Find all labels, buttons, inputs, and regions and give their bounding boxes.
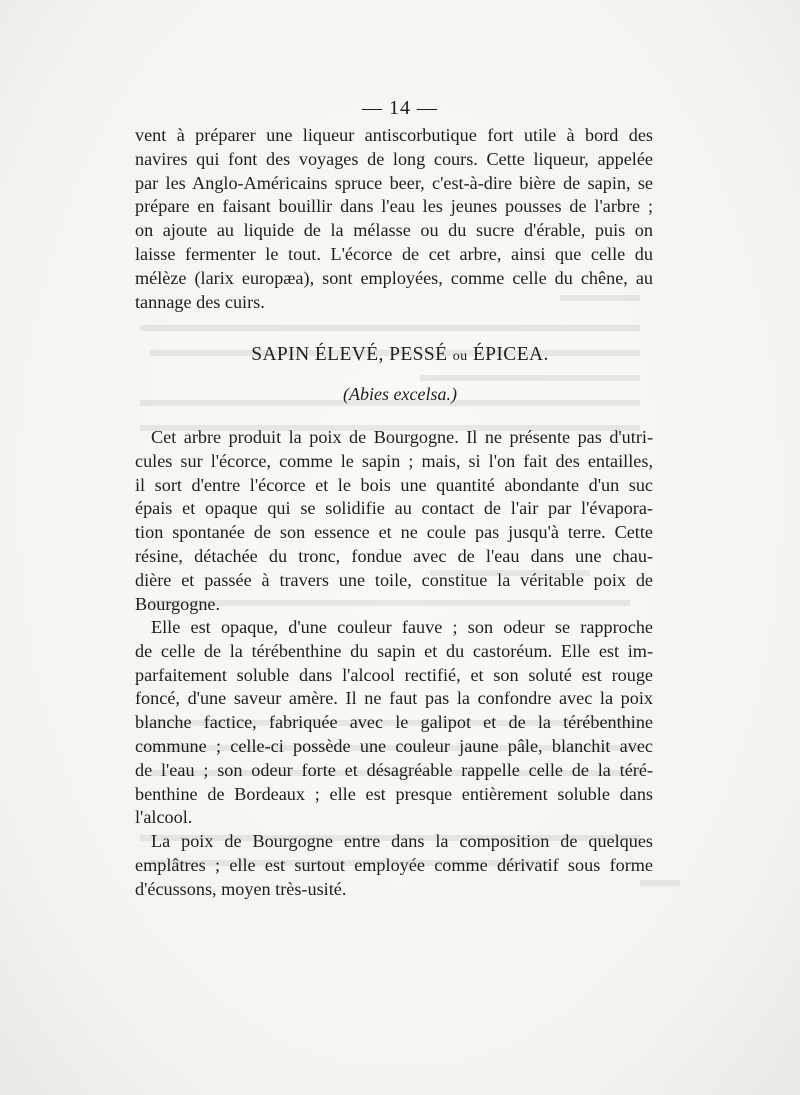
paragraph-1	[135, 426, 653, 616]
text-line: vent à préparer une liqueur antiscorbutique fort utile à bord des	[135, 125, 653, 145]
text-line: blanche factice, fabriquée avec le galipot et de la térébenthine	[135, 712, 653, 733]
text-line: il sort d'entre l'écorce et le bois une quantité abondante d'un suc	[135, 474, 653, 495]
text-line: benthine de Bordeaux ; elle est presque entièrement soluble dans	[135, 783, 653, 804]
heading-connector: ou	[452, 349, 468, 364]
text-line: Elle est opaque, d'une couleur fauve ; son odeur se rapproche	[151, 617, 653, 637]
text-line: parfaitement soluble dans l'alcool rectifié, et son soluté est rouge	[135, 664, 653, 685]
text-line: épais et opaque qui se solidifie au contact de l'air par l'évapora-	[135, 498, 653, 519]
text-line: dière et passée à travers une toile, constitue la véritable poix de	[135, 569, 653, 590]
text-line: commune ; celle-ci possède une couleur jaune pâle, blanchit avec	[135, 735, 653, 756]
text-line: prépare en faisant bouillir dans l'eau les jeunes pousses de l'arbre ;	[135, 196, 653, 217]
text-line: de celle de la térébenthine du sapin et du castoréum. Elle est im-	[135, 640, 653, 661]
text-line: de l'eau ; son odeur forte et désagréable rappelle celle de la téré-	[135, 759, 653, 780]
text-line: emplâtres ; elle est surtout employée comme dérivatif sous forme	[135, 854, 653, 875]
text-line: tion spontanée de son essence et ne coule pas jusqu'à terre. Cette	[135, 522, 653, 543]
text-line: par les Anglo-Américains spruce beer, c'est-à-dire bière de sapin, se	[135, 172, 653, 193]
text-line: d'écussons, moyen très-usité.	[135, 878, 347, 899]
heading-end: ÉPICEA.	[472, 344, 549, 365]
continuation-paragraph	[135, 124, 653, 314]
text-line: La poix de Bourgogne entre dans la composition de quelques	[151, 831, 653, 851]
paragraph-2	[135, 616, 653, 830]
paragraph-3	[135, 830, 653, 901]
latin-name: (Abies excelsa.)	[343, 384, 457, 404]
text-line: foncé, d'une saveur amère. Il ne faut pas la confondre avec la poix	[135, 688, 653, 709]
page-number: — 14 —	[362, 97, 438, 119]
heading-main: SAPIN ÉLEVÉ, PESSÉ	[251, 344, 448, 365]
section-heading	[0, 344, 800, 366]
text-line: tannage des cuirs.	[135, 291, 265, 312]
text-line: on ajoute au liquide de la mélasse ou du sucre d'érable, puis on	[135, 220, 653, 241]
text-line: Cet arbre produit la poix de Bourgogne. Il ne présente pas d'utri-	[151, 427, 653, 447]
text-line: résine, détachée du tronc, fondue avec de l'eau dans une chau-	[135, 545, 653, 566]
text-line: mélèze (larix europæa), sont employées, comme celle du chêne, au	[135, 267, 653, 288]
text-line: laisse fermenter le tout. L'écorce de cet arbre, ainsi que celle du	[135, 243, 653, 264]
text-line: Bourgogne.	[135, 593, 221, 614]
text-line: l'alcool.	[135, 807, 193, 828]
text-line: cules sur l'écorce, comme le sapin ; mais, si l'on fait des entailles,	[135, 450, 653, 471]
text-line: navires qui font des voyages de long cours. Cette liqueur, appelée	[135, 148, 653, 169]
